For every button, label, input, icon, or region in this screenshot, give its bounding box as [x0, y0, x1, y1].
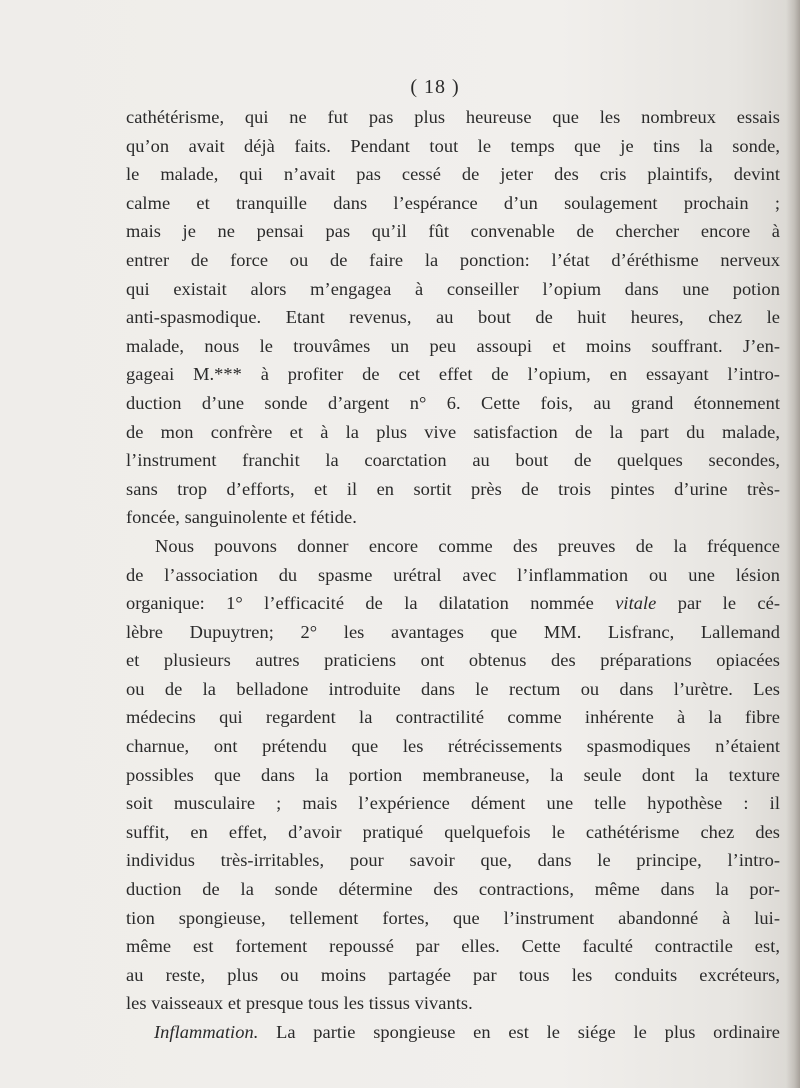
text-line: foncée, sanguinolente et fétide.: [126, 507, 357, 528]
text-line: calme et tranquille dans l’espérance d’un soulagement prochain ;: [126, 192, 780, 213]
text-line: individus très-irritables, pour savoir que, dans le principe, l’intro-: [126, 850, 780, 871]
page-number: ( 18 ): [410, 76, 460, 98]
text-line: les vaisseaux et presque tous les tissus vivants.: [126, 993, 473, 1014]
text-line: l’instrument franchit la coarctation au bout de quelques secondes,: [126, 450, 780, 471]
section-heading-line: Inflammation. La partie spongieuse en est le siége le plus ordinaire: [154, 1022, 780, 1042]
text-line: lèbre Dupuytren; 2° les avantages que MM. Lisfranc, Lallemand: [126, 621, 780, 642]
text-line: malade, nous le trouvâmes un peu assoupi et moins souffrant. J’en-: [126, 335, 780, 356]
text-line: médecins qui regardent la contractilité comme inhérente à la fibre: [126, 707, 780, 728]
text-line: cathétérisme, qui ne fut pas plus heureuse que les nombreux essais: [126, 107, 780, 127]
text-line: organique: 1° l’efficacité de la dilatation nommée vitale par le cé-: [126, 593, 781, 614]
text-line: charnue, ont prétendu que les rétrécissements spasmodiques n’étaient: [126, 736, 780, 757]
text-line: qui existait alors m’engagea à conseiller l’opium dans une potion: [126, 278, 780, 299]
body-text: [126, 103, 780, 1047]
text-line: de l’association du spasme urétral avec l’inflammation ou une lésion: [126, 564, 780, 585]
text-line: ou de la belladone introduite dans le rectum ou dans l’urètre. Les: [126, 678, 780, 699]
text-line: gageai M.*** à profiter de cet effet de l’opium, en essayant l’intro-: [126, 364, 780, 385]
text-line: sans trop d’efforts, et il en sortit près de trois pintes d’urine très-: [126, 478, 780, 499]
text-line: de mon confrère et à la plus vive satisfaction de la part du malade,: [126, 421, 780, 442]
text-line: entrer de force ou de faire la ponction: l’état d’éréthisme nerveux: [126, 249, 780, 270]
text-line: au reste, plus ou moins partagée par tous les conduits excréteurs,: [126, 964, 780, 985]
text-line: qu’on avait déjà faits. Pendant tout le temps que je tins la sonde,: [126, 135, 780, 156]
italic-term: vitale: [615, 593, 657, 614]
page-edge-shadow: [786, 0, 800, 1088]
text-line: anti-spasmodique. Etant revenus, au bout de huit heures, chez le: [126, 307, 780, 328]
text-line: duction d’une sonde d’argent n° 6. Cette fois, au grand étonnement: [126, 392, 780, 413]
text-line: tion spongieuse, tellement fortes, que l’instrument abandonné à lui-: [126, 907, 780, 928]
text-line: mais je ne pensai pas qu’il fût convenable de chercher encore à: [126, 221, 780, 242]
text-line: même est fortement repoussé par elles. Cette faculté contractile est,: [126, 936, 780, 957]
text-line: et plusieurs autres praticiens ont obtenus des préparations opiacées: [126, 650, 780, 671]
text-line: le malade, qui n’avait pas cessé de jeter des cris plaintifs, devint: [126, 164, 780, 185]
paragraph-start-line: Nous pouvons donner encore comme des preuves de la fréquence: [155, 535, 780, 556]
text-line: possibles que dans la portion membraneuse, la seule dont la texture: [126, 764, 780, 785]
text-line: duction de la sonde détermine des contractions, même dans la por-: [126, 879, 780, 900]
text-line: suffit, en effet, d’avoir pratiqué quelquefois le cathétérisme chez des: [126, 821, 780, 842]
text-line: soit musculaire ; mais l’expérience dément une telle hypothèse : il: [126, 793, 780, 814]
italic-term: Inflammation.: [154, 1022, 259, 1042]
